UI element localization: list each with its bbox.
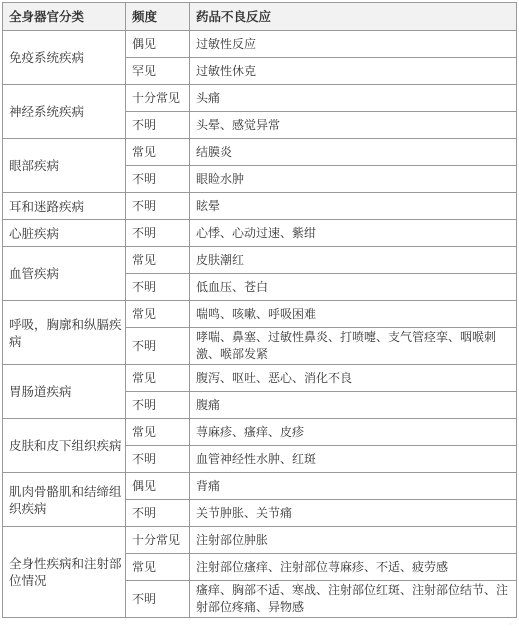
table-row (3, 85, 517, 112)
frequency-cell: 不明 (126, 500, 190, 527)
frequency-cell: 不明 (126, 193, 190, 220)
frequency-cell: 不明 (126, 328, 190, 365)
table-row (3, 473, 517, 500)
adverse-reaction-cell: 腹泻、呕吐、恶心、消化不良 (190, 365, 517, 392)
frequency-cell: 常见 (126, 419, 190, 446)
table-row (3, 193, 517, 220)
adverse-reaction-cell: 过敏性反应 (190, 31, 517, 58)
organ-class-cell: 耳和迷路疾病 (3, 193, 126, 220)
adverse-reaction-cell: 喘鸣、咳嗽、呼吸困难 (190, 301, 517, 328)
adverse-reaction-cell: 关节肿胀、关节痛 (190, 500, 517, 527)
table-row (3, 31, 517, 58)
table-row (3, 419, 517, 446)
adverse-reaction-cell: 血管神经性水肿、红斑 (190, 446, 517, 473)
adverse-reaction-cell: 心悸、心动过速、紫绀 (190, 220, 517, 247)
organ-class-cell: 胃肠道疾病 (3, 365, 126, 419)
adverse-reaction-cell: 瘙痒、胸部不适、寒战、注射部位红斑、注射部位结节、注射部位疼痛、异物感 (190, 581, 517, 618)
header-adverse-reaction: 药品不良反应 (190, 3, 517, 31)
frequency-cell: 常见 (126, 301, 190, 328)
adverse-reaction-cell: 腹痛 (190, 392, 517, 419)
table-row (3, 365, 517, 392)
table-row (3, 139, 517, 166)
adverse-reaction-cell: 背痛 (190, 473, 517, 500)
organ-class-cell: 全身性疾病和注射部位情况 (3, 527, 126, 618)
frequency-cell: 十分常见 (126, 527, 190, 554)
header-frequency: 频度 (126, 3, 190, 31)
frequency-cell: 常见 (126, 247, 190, 274)
organ-class-cell: 呼吸，胸廓和纵膈疾病 (3, 301, 126, 365)
watermark: · (509, 620, 513, 630)
table-row (3, 247, 517, 274)
adverse-reaction-cell: 眼睑水肿 (190, 166, 517, 193)
adverse-reaction-cell: 低血压、苍白 (190, 274, 517, 301)
frequency-cell: 偶见 (126, 473, 190, 500)
table-row (3, 220, 517, 247)
frequency-cell: 罕见 (126, 58, 190, 85)
organ-class-cell: 免疫系统疾病 (3, 31, 126, 85)
frequency-cell: 偶见 (126, 31, 190, 58)
organ-class-cell: 血管疾病 (3, 247, 126, 301)
organ-class-cell: 肌肉骨骼肌和结缔组织疾病 (3, 473, 126, 527)
adverse-reaction-cell: 头痛 (190, 85, 517, 112)
organ-class-cell: 眼部疾病 (3, 139, 126, 193)
organ-class-cell: 皮肤和皮下组织疾病 (3, 419, 126, 473)
organ-class-cell: 神经系统疾病 (3, 85, 126, 139)
frequency-cell: 不明 (126, 274, 190, 301)
adverse-reaction-cell: 皮肤潮红 (190, 247, 517, 274)
frequency-cell: 不明 (126, 166, 190, 193)
frequency-cell: 十分常见 (126, 85, 190, 112)
adverse-reaction-cell: 结膜炎 (190, 139, 517, 166)
header-organ-class: 全身器官分类 (3, 3, 126, 31)
table-body (3, 31, 517, 618)
frequency-cell: 不明 (126, 446, 190, 473)
adverse-reaction-cell: 注射部位瘙痒、注射部位荨麻疹、不适、疲劳感 (190, 554, 517, 581)
table-row (3, 527, 517, 554)
organ-class-cell: 心脏疾病 (3, 220, 126, 247)
frequency-cell: 常见 (126, 139, 190, 166)
frequency-cell: 不明 (126, 392, 190, 419)
frequency-cell: 常见 (126, 554, 190, 581)
frequency-cell: 不明 (126, 112, 190, 139)
table-row (3, 301, 517, 328)
adverse-reaction-cell: 注射部位肿胀 (190, 527, 517, 554)
frequency-cell: 常见 (126, 365, 190, 392)
adverse-reaction-cell: 头晕、感觉异常 (190, 112, 517, 139)
adverse-reaction-cell: 过敏性休克 (190, 58, 517, 85)
frequency-cell: 不明 (126, 220, 190, 247)
adverse-reaction-cell: 眩晕 (190, 193, 517, 220)
adverse-reaction-table (2, 2, 517, 618)
table-header (3, 3, 517, 31)
adverse-reaction-cell: 荨麻疹、瘙痒、皮疹 (190, 419, 517, 446)
frequency-cell: 不明 (126, 581, 190, 618)
adverse-reaction-cell: 哮喘、鼻塞、过敏性鼻炎、打喷嚏、支气管痉挛、咽喉刺激、喉部发紧 (190, 328, 517, 365)
